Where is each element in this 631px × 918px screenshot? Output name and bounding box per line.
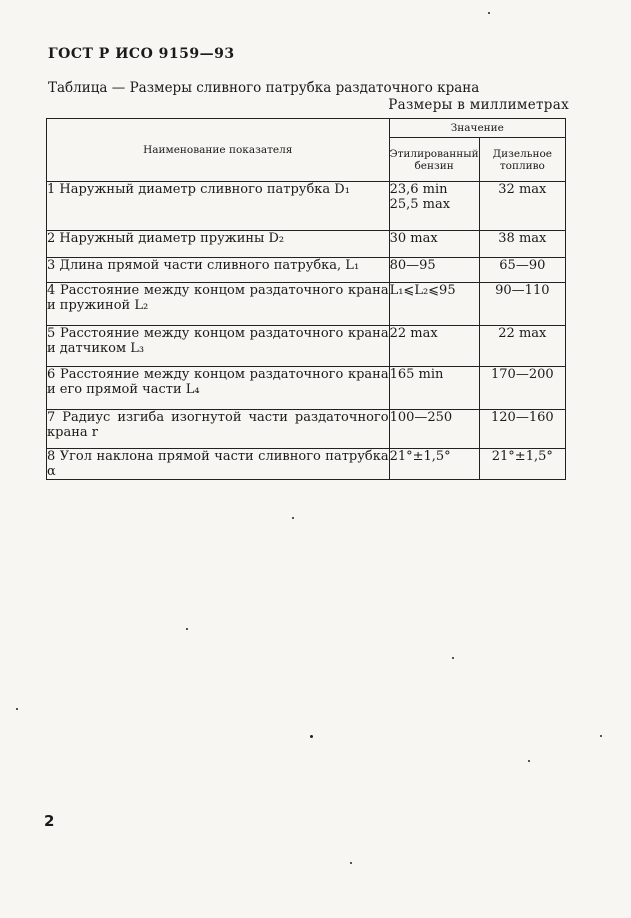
row-diesel: 22 max	[479, 326, 565, 367]
row-diesel: 32 max	[479, 182, 565, 231]
table-row	[47, 367, 566, 410]
page-number: 2	[44, 812, 55, 830]
row-diesel: 21°±1,5°	[479, 449, 565, 480]
row-petrol: 21°±1,5°	[389, 449, 479, 480]
row-petrol: L₁⩽L₂⩽95	[389, 283, 479, 326]
row-petrol: 100—250	[389, 410, 479, 449]
row-name: 1 Наружный диаметр сливного патрубка D₁	[47, 182, 390, 231]
table-row	[47, 258, 566, 283]
row-name: 3 Длина прямой части сливного патрубка, L₁	[47, 258, 390, 283]
row-diesel: 170—200	[479, 367, 565, 410]
scan-speck	[488, 12, 490, 14]
scan-speck	[310, 735, 313, 738]
table-row	[47, 410, 566, 449]
table-row	[47, 231, 566, 258]
row-name: 7 Радиус изгиба изогнутой части раздаточного крана r	[47, 410, 390, 449]
row-diesel: 38 max	[479, 231, 565, 258]
table-row	[47, 283, 566, 326]
col-header-value: Значение	[389, 119, 565, 138]
row-petrol: 165 min	[389, 367, 479, 410]
row-diesel: 120—160	[479, 410, 565, 449]
scan-speck	[528, 760, 530, 762]
scan-speck	[186, 628, 188, 630]
row-petrol: 23,6 min 25,5 max	[389, 182, 479, 231]
row-petrol: 30 max	[389, 231, 479, 258]
row-petrol: 22 max	[389, 326, 479, 367]
row-diesel: 90—110	[479, 283, 565, 326]
row-name: 2 Наружный диаметр пружины D₂	[47, 231, 390, 258]
scan-speck	[452, 657, 454, 659]
col-header-diesel: Дизельное топливо	[479, 138, 565, 182]
scan-speck	[600, 735, 602, 737]
scan-speck	[292, 517, 294, 519]
row-name: 6 Расстояние между концом раздаточного крана и его прямой части L₄	[47, 367, 390, 410]
col-header-name: Наименование показателя	[47, 119, 390, 182]
table-row	[47, 449, 566, 480]
scan-speck	[16, 708, 18, 710]
row-diesel: 65—90	[479, 258, 565, 283]
scan-speck	[350, 862, 352, 864]
row-petrol: 80—95	[389, 258, 479, 283]
row-name: 5 Расстояние между концом раздаточного крана и датчиком L₃	[47, 326, 390, 367]
units-note: Размеры в миллиметрах	[388, 97, 569, 113]
document-header: ГОСТ Р ИСО 9159—93	[48, 46, 235, 62]
table-caption: Таблица — Размеры сливного патрубка раздаточного крана	[48, 80, 480, 96]
table-row	[47, 326, 566, 367]
row-name: 8 Угол наклона прямой части сливного патрубка α	[47, 449, 389, 479]
col-header-petrol: Этилированный бензин	[389, 138, 479, 182]
row-name: 4 Расстояние между концом раздаточного крана и пружиной L₂	[47, 283, 390, 326]
table-row	[47, 182, 566, 231]
dimensions-table	[46, 118, 566, 480]
